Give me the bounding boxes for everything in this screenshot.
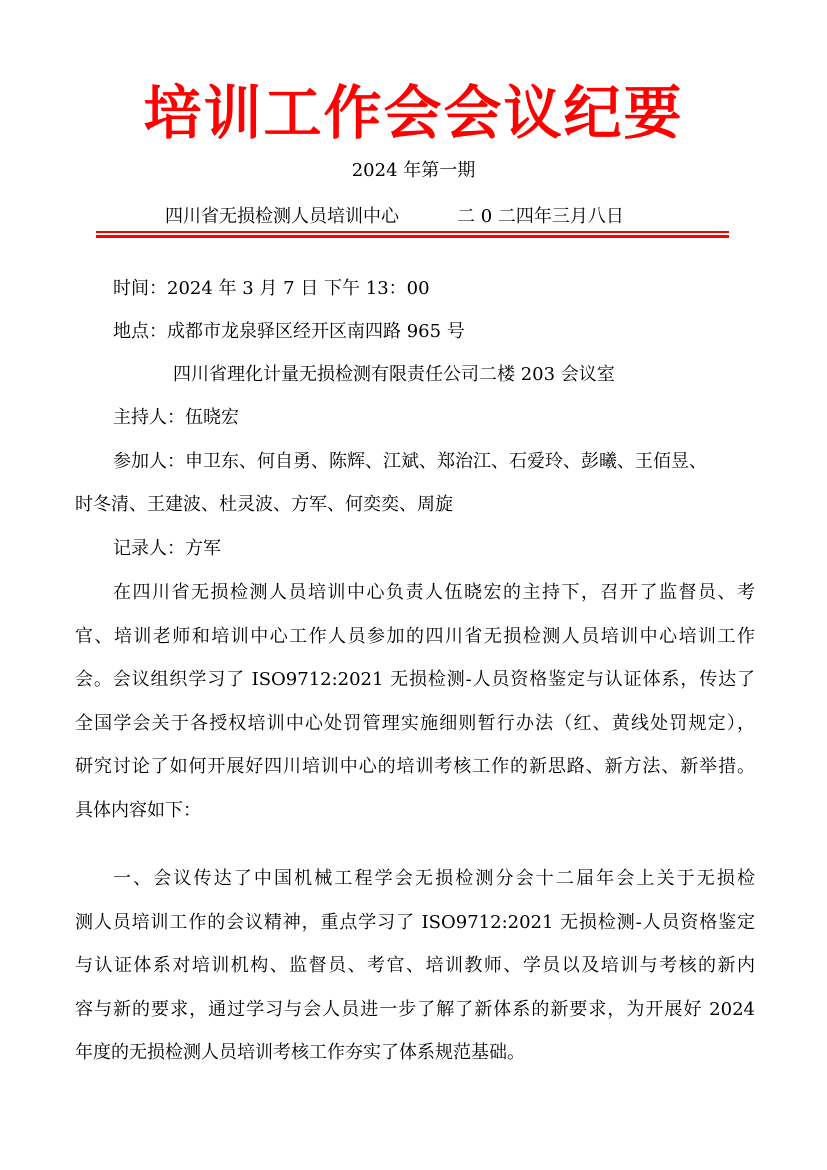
- paragraph-line: 与认证体系对培训机构、监督员、考官、培训教师、学员以及培训与考核的新内: [75, 955, 755, 976]
- document-title: 培训工作会会议纪要: [143, 79, 684, 147]
- paragraph-line: 会。会议组织学习了 ISO9712:2021 无损检测-人员资格鉴定与认证体系，传达了: [75, 669, 755, 690]
- issue-date: 二 0 二四年三月八日: [457, 206, 624, 227]
- issuer-name: 四川省无损检测人员培训中心: [165, 206, 399, 227]
- issuer-date-line: [165, 204, 624, 230]
- paragraph-line: 测人员培训工作的会议精神，重点学习了 ISO9712:2021 无损检测-人员资格鉴定: [75, 911, 755, 933]
- issue-number: 2024 年第一期: [351, 160, 476, 181]
- meeting-attendees-cont: 时冬清、王建波、杜灵波、方军、何奕奕、周旋: [75, 494, 453, 515]
- paragraph-line: 全国学会关于各授权培训中心处罚管理实施细则暂行办法（红、黄线处罚规定），: [75, 712, 755, 734]
- meeting-attendees: 参加人：申卫东、何自勇、陈辉、江斌、郑治江、石爱玲、彭曦、王佰昱、: [113, 451, 707, 472]
- section-one-paragraph: [75, 857, 755, 1075]
- meeting-host: 主持人：伍晓宏: [113, 407, 239, 428]
- paragraph-line: 年度的无损检测人员培训考核工作夯实了体系规范基础。: [75, 1042, 525, 1063]
- paragraph-line: 具体内容如下：: [75, 799, 201, 821]
- paragraph-line: 研究讨论了如何开展好四川培训中心的培训考核工作的新思路、新方法、新举措。: [75, 756, 755, 777]
- intro-paragraph: [75, 571, 755, 832]
- paragraph-line: 在四川省无损检测人员培训中心负责人伍晓宏的主持下，召开了监督员、考: [113, 582, 755, 603]
- paragraph-line: 官、培训老师和培训中心工作人员参加的四川省无损检测人员培训中心培训工作: [75, 625, 755, 647]
- header-rule-thin: [96, 231, 729, 233]
- paragraph-line: 一、会议传达了中国机械工程学会无损检测分会十二届年会上关于无损检: [113, 868, 755, 889]
- header-rule-thick: [96, 235, 729, 238]
- meeting-place: 地点：成都市龙泉驿区经开区南四路 965 号: [113, 321, 465, 342]
- meeting-recorder: 记录人：方军: [113, 538, 221, 559]
- meeting-time: 时间：2024 年 3 月 7 日 下午 13：00: [113, 278, 430, 299]
- meeting-place-detail: 四川省理化计量无损检测有限责任公司二楼 203 会议室: [173, 364, 615, 385]
- paragraph-line: 容与新的要求，通过学习与会人员进一步了解了新体系的新要求，为开展好 2024: [75, 998, 755, 1020]
